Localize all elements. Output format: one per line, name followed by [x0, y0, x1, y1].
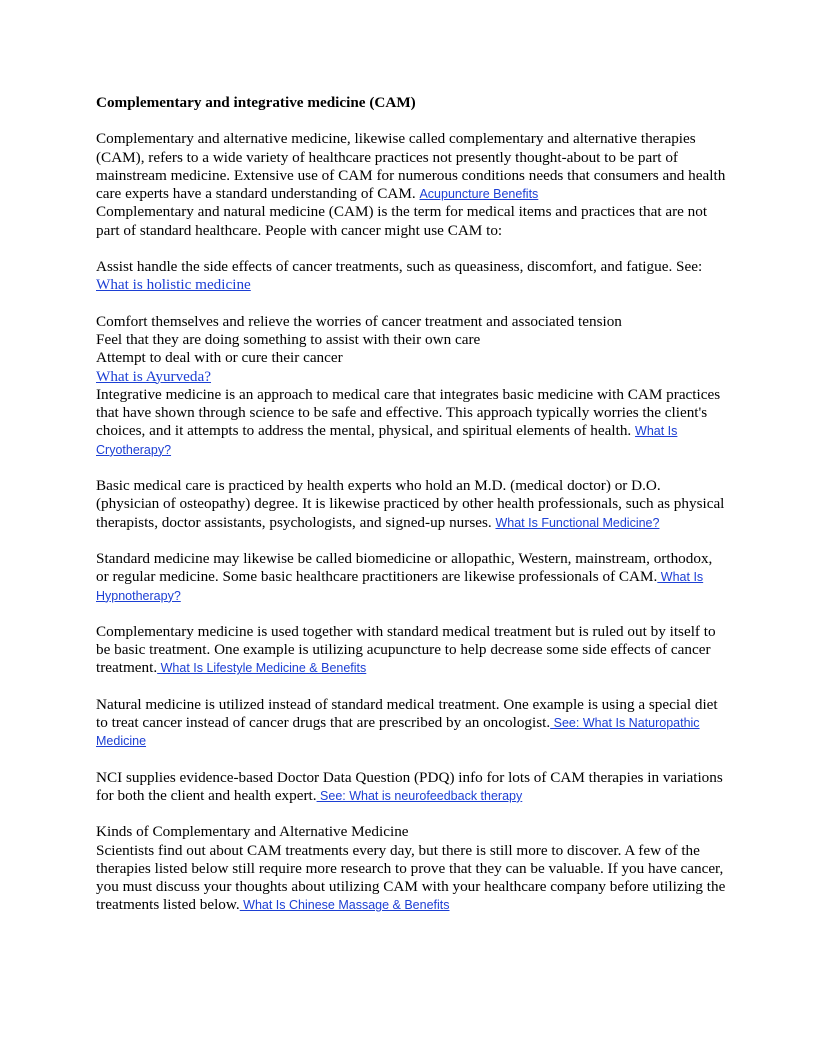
paragraph-text: Scientists find out about CAM treatments every day, but there is still more to discover. A few of the therapies listed below still require more research to prove that they can be valuable. If you have cancer, you must discuss your thoughts about utilizing CAM with your healthcare company before utilizing the treatments listed below.	[96, 841, 726, 914]
list-item: Feel that they are doing something to assist with their own care	[96, 330, 481, 348]
section-heading: Kinds of Complementary and Alternative Medicine	[96, 823, 409, 841]
section-kinds	[96, 823, 726, 914]
paragraph-complementary	[96, 623, 726, 678]
paragraph-integrative	[96, 386, 726, 459]
list-item: Attempt to deal with or cure their cancer	[96, 349, 343, 367]
paragraph-text: Basic medical care is practiced by health experts who hold an M.D. (medical doctor) or D.O. (physician of osteopathy) degree. It is likewise practiced by other health professionals, such as physical therapists, doctor assistants, psychologists, and signed-up nurses.	[96, 477, 725, 531]
paragraph-text: Assist handle the side effects of cancer treatments, such as queasiness, discomfort, and fatigue. See:	[96, 258, 703, 276]
document-title: Complementary and integrative medicine (CAM)	[96, 94, 416, 111]
paragraph-text: Complementary medicine is used together with standard medical treatment but is ruled out by itself to be basic treatment. One example is utilizing acupuncture to help decrease some side effects of cancer treatment.	[96, 622, 716, 677]
link-cryotherapy[interactable]: What Is Cryotherapy?	[96, 424, 678, 457]
reasons-list	[96, 313, 726, 386]
paragraph-basic-care	[96, 477, 726, 532]
paragraph-text: Standard medicine may likewise be called biomedicine or allopathic, Western, mainstream, orthodox, or regular medicine. Some basic healthcare practitioners are likewise professionals of CAM.	[96, 549, 713, 586]
paragraph-side-effects	[96, 258, 726, 295]
paragraph-text: Complementary and alternative medicine, likewise called complementary and alternative therapies (CAM), refers to a wide variety of healthcare practices not presently thought-about to be part of mainstream medicine. Extensive use of CAM for numerous conditions needs that consumers and health care experts have a standard understanding of CAM.	[96, 130, 726, 203]
paragraph-cam-intro	[96, 130, 726, 203]
list-item: Comfort themselves and relieve the worries of cancer treatment and associated tension	[96, 312, 622, 330]
document-page	[96, 94, 726, 933]
paragraph-text: NCI supplies evidence-based Doctor Data Question (PDQ) info for lots of CAM therapies in variations for both the client and health expert.	[96, 768, 723, 804]
paragraph-natural-medicine	[96, 696, 726, 751]
paragraph-standard-medicine	[96, 550, 726, 605]
paragraph-kinds	[96, 842, 726, 915]
paragraph-text: Natural medicine is utilized instead of standard medical treatment. One example is using a special diet to treat cancer instead of cancer drugs that are prescribed by an oncologist.	[96, 695, 718, 732]
link-chinese-massage[interactable]: What Is Chinese Massage & Benefits	[239, 898, 450, 913]
link-acupuncture-benefits[interactable]: Acupuncture Benefits	[419, 187, 539, 202]
link-functional-medicine[interactable]: What Is Functional Medicine?	[495, 515, 660, 530]
paragraph-text: Integrative medicine is an approach to medical care that integrates basic medicine with CAM practices that have shown through science to be safe and effective. This approach typically worries the client's choices, and it attempts to address the mental, physical, and spiritual elements of health.	[96, 385, 721, 440]
link-neurofeedback-therapy[interactable]: See: What is neurofeedback therapy	[316, 788, 523, 803]
link-naturopathic-medicine[interactable]: See: What Is Naturopathic Medicine	[96, 716, 700, 749]
link-holistic-medicine[interactable]: What is holistic medicine	[96, 276, 251, 294]
link-lifestyle-medicine[interactable]: What Is Lifestyle Medicine & Benefits	[157, 661, 367, 676]
link-hypnotherapy[interactable]: What Is Hypnotherapy?	[96, 570, 704, 603]
link-ayurveda[interactable]: What is Ayurveda?	[96, 367, 212, 385]
paragraph-cam-definition: Complementary and natural medicine (CAM) is the term for medical items and practices that are not part of standard healthcare. People with cancer might use CAM to:	[96, 203, 708, 239]
paragraph-nci	[96, 769, 726, 806]
